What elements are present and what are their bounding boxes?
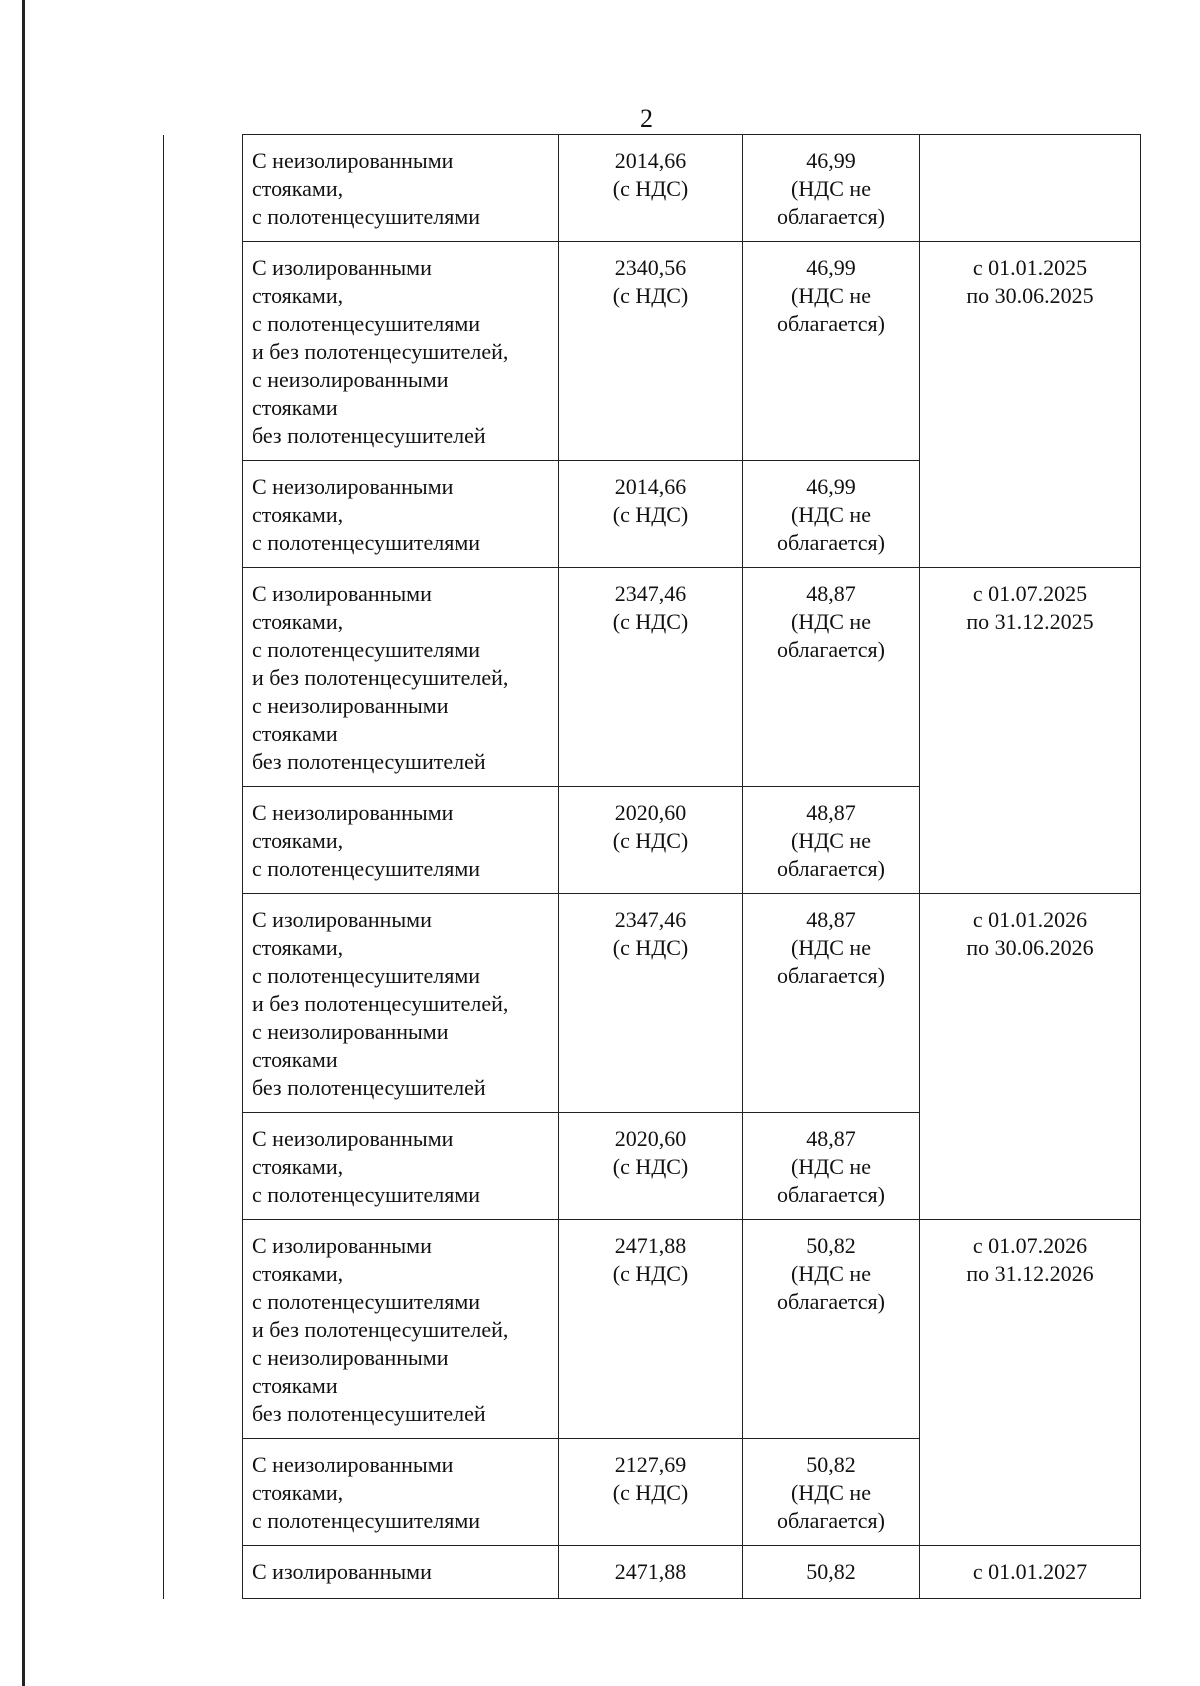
table-row <box>164 242 1141 461</box>
blank-column-cell <box>164 568 243 787</box>
tariff-value-cell-line: (с НДС) <box>612 176 689 201</box>
rate-value-cell <box>743 1439 920 1546</box>
tariff-value-cell <box>559 568 743 787</box>
description-cell-line: с неизолированными <box>252 693 449 718</box>
rate-value-cell-line: (НДС не <box>791 1154 871 1179</box>
tariff-value-cell-line: 2347,46 <box>614 581 687 606</box>
rate-value-cell-line: 46,99 <box>806 255 856 280</box>
description-cell-line: и без полотенцесушителей, <box>252 991 509 1016</box>
period-cell-line: с 01.07.2026 <box>972 1233 1088 1258</box>
period-cell <box>920 894 1141 1113</box>
rate-value-cell-line: 48,87 <box>806 1126 856 1151</box>
rate-value-cell <box>743 135 920 242</box>
description-cell-line: стояками <box>252 1373 338 1398</box>
table-row <box>164 1113 1141 1220</box>
description-cell-line: С изолированными <box>252 581 432 606</box>
description-cell-line: стояками, <box>252 828 344 853</box>
tariff-value-cell-line: 2020,60 <box>614 800 687 825</box>
tariff-value-cell <box>559 894 743 1113</box>
tariff-value-cell-line: (с НДС) <box>612 609 689 634</box>
description-cell <box>243 1439 559 1546</box>
blank-column-cell <box>164 242 243 461</box>
rate-value-cell-line: облагается) <box>776 311 886 336</box>
rate-value-cell-line: облагается) <box>776 637 886 662</box>
description-cell-line: без полотенцесушителей <box>252 749 486 774</box>
table-row <box>164 135 1141 242</box>
period-cell-line: по 31.12.2026 <box>966 1261 1094 1286</box>
rate-value-cell-line: (НДС не <box>791 935 871 960</box>
tariff-value-cell <box>559 787 743 894</box>
description-cell-line: с неизолированными <box>252 1019 449 1044</box>
description-cell-line: с полотенцесушителями <box>252 1508 481 1533</box>
period-cell <box>920 1546 1141 1599</box>
period-cell-line: по 31.12.2025 <box>966 609 1094 634</box>
rate-value-cell-line: облагается) <box>776 1289 886 1314</box>
table-row <box>164 461 1141 568</box>
description-cell-line: с полотенцесушителями <box>252 963 481 988</box>
blank-column-cell <box>164 135 243 242</box>
table-row <box>164 1220 1141 1439</box>
description-cell <box>243 787 559 894</box>
description-cell-line: С неизолированными <box>252 1126 454 1151</box>
tariff-value-cell-line: 2347,46 <box>614 907 687 932</box>
description-cell-line: стояками, <box>252 283 344 308</box>
table-row <box>164 1439 1141 1546</box>
left-margin-rule <box>22 0 25 1686</box>
description-cell-line: и без полотенцесушителей, <box>252 1317 509 1342</box>
rate-value-cell <box>743 1220 920 1439</box>
description-cell <box>243 1113 559 1220</box>
description-cell-line: стояками <box>252 1047 338 1072</box>
description-cell-line: с неизолированными <box>252 367 449 392</box>
rate-value-cell-line: (НДС не <box>791 283 871 308</box>
description-cell-line: стояками <box>252 395 338 420</box>
description-cell-line: стояками, <box>252 935 344 960</box>
period-cell-line: с 01.01.2026 <box>972 907 1088 932</box>
rate-value-cell <box>743 1113 920 1220</box>
description-cell-line: стояками, <box>252 1480 344 1505</box>
tariff-value-cell <box>559 135 743 242</box>
rate-value-cell-line: (НДС не <box>791 1480 871 1505</box>
period-cell <box>920 242 1141 461</box>
period-cell-line: по 30.06.2026 <box>966 935 1094 960</box>
description-cell-line: без полотенцесушителей <box>252 423 486 448</box>
rate-value-cell-line: 50,82 <box>806 1233 856 1258</box>
period-cell-line: с 01.01.2027 <box>972 1559 1088 1584</box>
rate-value-cell-line: 48,87 <box>806 800 856 825</box>
period-cell <box>920 568 1141 787</box>
table-row <box>164 787 1141 894</box>
description-cell-line: стояками, <box>252 609 344 634</box>
period-cell <box>920 1113 1141 1220</box>
rate-value-cell-line: 48,87 <box>806 907 856 932</box>
rate-value-cell-line: 50,82 <box>806 1559 856 1584</box>
description-cell-line: С изолированными <box>252 907 432 932</box>
tariff-value-cell <box>559 1220 743 1439</box>
period-cell-line: по 30.06.2025 <box>966 283 1094 308</box>
description-cell-line: с полотенцесушителями <box>252 204 481 229</box>
tariff-value-cell <box>559 1546 743 1599</box>
tariff-value-cell-line: (с НДС) <box>612 935 689 960</box>
description-cell-line: С изолированными <box>252 1559 432 1584</box>
blank-column-cell <box>164 461 243 568</box>
tariff-value-cell-line: (с НДС) <box>612 283 689 308</box>
rate-value-cell <box>743 787 920 894</box>
rate-value-cell <box>743 242 920 461</box>
period-cell <box>920 461 1141 568</box>
description-cell-line: стояками <box>252 721 338 746</box>
page-number: 2 <box>640 104 653 133</box>
description-cell-line: с полотенцесушителями <box>252 1182 481 1207</box>
description-cell <box>243 1220 559 1439</box>
description-cell-line: стояками, <box>252 502 344 527</box>
rate-value-cell-line: (НДС не <box>791 609 871 634</box>
description-cell-line: С изолированными <box>252 255 432 280</box>
blank-column-cell <box>164 894 243 1113</box>
description-cell <box>243 135 559 242</box>
tariff-value-cell-line: (с НДС) <box>612 1261 689 1286</box>
blank-column-cell <box>164 787 243 894</box>
description-cell-line: С неизолированными <box>252 148 454 173</box>
rate-value-cell-line: облагается) <box>776 1182 886 1207</box>
description-cell-line: и без полотенцесушителей, <box>252 665 509 690</box>
tariff-value-cell-line: (с НДС) <box>612 1480 689 1505</box>
tariff-value-cell <box>559 242 743 461</box>
tariff-value-cell-line: 2014,66 <box>614 474 687 499</box>
description-cell-line: С неизолированными <box>252 1452 454 1477</box>
description-cell-line: без полотенцесушителей <box>252 1075 486 1100</box>
rate-value-cell-line: (НДС не <box>791 176 871 201</box>
description-cell-line: С неизолированными <box>252 474 454 499</box>
tariff-value-cell-line: (с НДС) <box>612 1154 689 1179</box>
description-cell <box>243 568 559 787</box>
rate-value-cell-line: облагается) <box>776 204 886 229</box>
description-cell <box>243 242 559 461</box>
tariff-value-cell-line: 2014,66 <box>614 148 687 173</box>
tariff-value-cell <box>559 1113 743 1220</box>
description-cell-line: без полотенцесушителей <box>252 1401 486 1426</box>
blank-column-cell <box>164 1439 243 1546</box>
tariff-value-cell-line: 2127,69 <box>614 1452 687 1477</box>
description-cell-line: с полотенцесушителями <box>252 856 481 881</box>
rate-value-cell <box>743 568 920 787</box>
description-cell-line: и без полотенцесушителей, <box>252 339 509 364</box>
rate-value-cell <box>743 1546 920 1599</box>
description-cell-line: стояками, <box>252 1154 344 1179</box>
description-cell <box>243 894 559 1113</box>
table-row <box>164 1546 1141 1599</box>
rate-value-cell-line: облагается) <box>776 856 886 881</box>
blank-column-cell <box>164 1113 243 1220</box>
blank-column-cell <box>164 1546 243 1599</box>
rate-value-cell <box>743 461 920 568</box>
rate-value-cell-line: (НДС не <box>791 1261 871 1286</box>
rate-value-cell-line: 50,82 <box>806 1452 856 1477</box>
period-cell <box>920 135 1141 242</box>
rate-value-cell-line: (НДС не <box>791 828 871 853</box>
blank-column-cell <box>164 1220 243 1439</box>
tariff-value-cell-line: 2471,88 <box>614 1559 687 1584</box>
description-cell-line: с полотенцесушителями <box>252 637 481 662</box>
description-cell-line: с неизолированными <box>252 1345 449 1370</box>
tariff-value-cell-line: (с НДС) <box>612 502 689 527</box>
description-cell-line: С изолированными <box>252 1233 432 1258</box>
tariff-table <box>163 134 1141 1599</box>
description-cell-line: стояками, <box>252 1261 344 1286</box>
period-cell-line: с 01.07.2025 <box>972 581 1088 606</box>
tariff-value-cell <box>559 461 743 568</box>
rate-value-cell-line: 48,87 <box>806 581 856 606</box>
rate-value-cell-line: (НДС не <box>791 502 871 527</box>
tariff-value-cell-line: 2471,88 <box>614 1233 687 1258</box>
description-cell-line: с полотенцесушителями <box>252 311 481 336</box>
description-cell-line: стояками, <box>252 176 344 201</box>
tariff-value-cell-line: 2340,56 <box>614 255 687 280</box>
tariff-value-cell-line: 2020,60 <box>614 1126 687 1151</box>
description-cell-line: С неизолированными <box>252 800 454 825</box>
tariff-table-body <box>164 135 1141 1599</box>
description-cell-line: с полотенцесушителями <box>252 530 481 555</box>
period-cell-line: с 01.01.2025 <box>972 255 1088 280</box>
rate-value-cell-line: облагается) <box>776 1508 886 1533</box>
rate-value-cell <box>743 894 920 1113</box>
rate-value-cell-line: облагается) <box>776 530 886 555</box>
period-cell <box>920 787 1141 894</box>
period-cell <box>920 1439 1141 1546</box>
period-cell <box>920 1220 1141 1439</box>
rate-value-cell-line: 46,99 <box>806 148 856 173</box>
tariff-value-cell-line: (с НДС) <box>612 828 689 853</box>
table-row <box>164 568 1141 787</box>
description-cell-line: с полотенцесушителями <box>252 1289 481 1314</box>
rate-value-cell-line: облагается) <box>776 963 886 988</box>
tariff-value-cell <box>559 1439 743 1546</box>
description-cell <box>243 1546 559 1599</box>
description-cell <box>243 461 559 568</box>
table-row <box>164 894 1141 1113</box>
rate-value-cell-line: 46,99 <box>806 474 856 499</box>
